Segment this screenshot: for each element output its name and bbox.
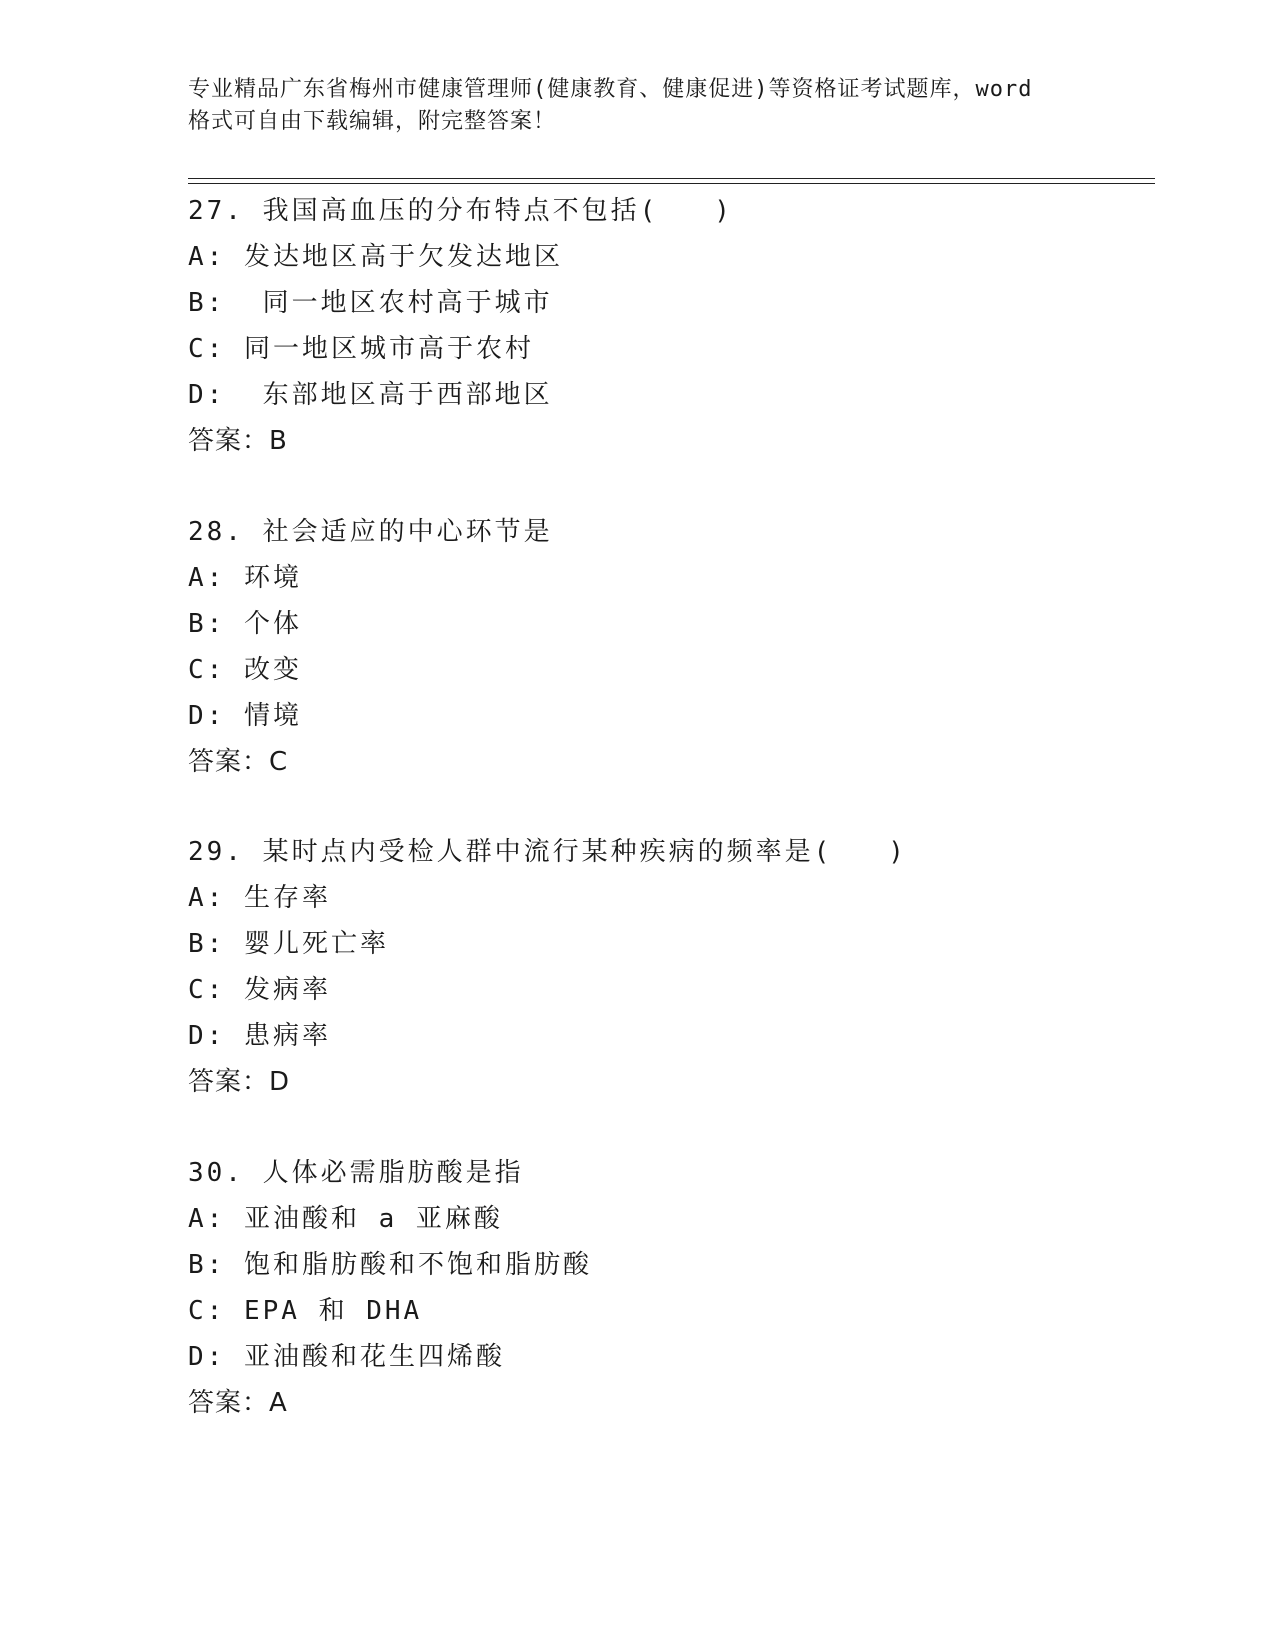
option-d: D: 东部地区高于西部地区	[188, 380, 553, 410]
option-b: B: 婴儿死亡率	[188, 929, 389, 959]
option-b: B: 个体	[188, 609, 302, 639]
question-29	[188, 829, 1148, 1105]
answer: 答案：C	[188, 747, 289, 777]
question-stem: 27. 我国高血压的分布特点不包括( )	[188, 196, 733, 226]
option-a: A: 环境	[188, 563, 302, 593]
option-b: B: 同一地区农村高于城市	[188, 288, 553, 318]
option-b: B: 饱和脂肪酸和不饱和脂肪酸	[188, 1250, 592, 1280]
document-header	[188, 74, 1088, 138]
option-c: C: 改变	[188, 655, 302, 685]
header-divider-bottom	[188, 183, 1155, 184]
header-line-2: 格式可自由下载编辑，附完整答案！	[188, 109, 557, 134]
question-stem: 29. 某时点内受检人群中流行某种疾病的频率是( )	[188, 837, 907, 867]
question-stem: 30. 人体必需脂肪酸是指	[188, 1158, 524, 1188]
option-a: A: 发达地区高于欠发达地区	[188, 242, 563, 272]
option-a: A: 生存率	[188, 883, 331, 913]
option-d: D: 情境	[188, 701, 302, 731]
answer: 答案：D	[188, 1067, 291, 1097]
option-c: C: 同一地区城市高于农村	[188, 334, 534, 364]
question-27	[188, 188, 1148, 464]
answer: 答案：B	[188, 426, 288, 456]
question-stem: 28. 社会适应的中心环节是	[188, 517, 553, 547]
question-28	[188, 509, 1148, 785]
option-c: C: EPA 和 DHA	[188, 1296, 423, 1326]
question-30	[188, 1150, 1148, 1426]
answer: 答案：A	[188, 1388, 288, 1418]
header-divider-top	[188, 178, 1155, 179]
option-a: A: 亚油酸和 a 亚麻酸	[188, 1204, 503, 1234]
header-line-1: 专业精品广东省梅州市健康管理师(健康教育、健康促进)等资格证考试题库，word	[188, 77, 1033, 102]
option-d: D: 亚油酸和花生四烯酸	[188, 1342, 505, 1372]
option-c: C: 发病率	[188, 975, 331, 1005]
option-d: D: 患病率	[188, 1021, 331, 1051]
